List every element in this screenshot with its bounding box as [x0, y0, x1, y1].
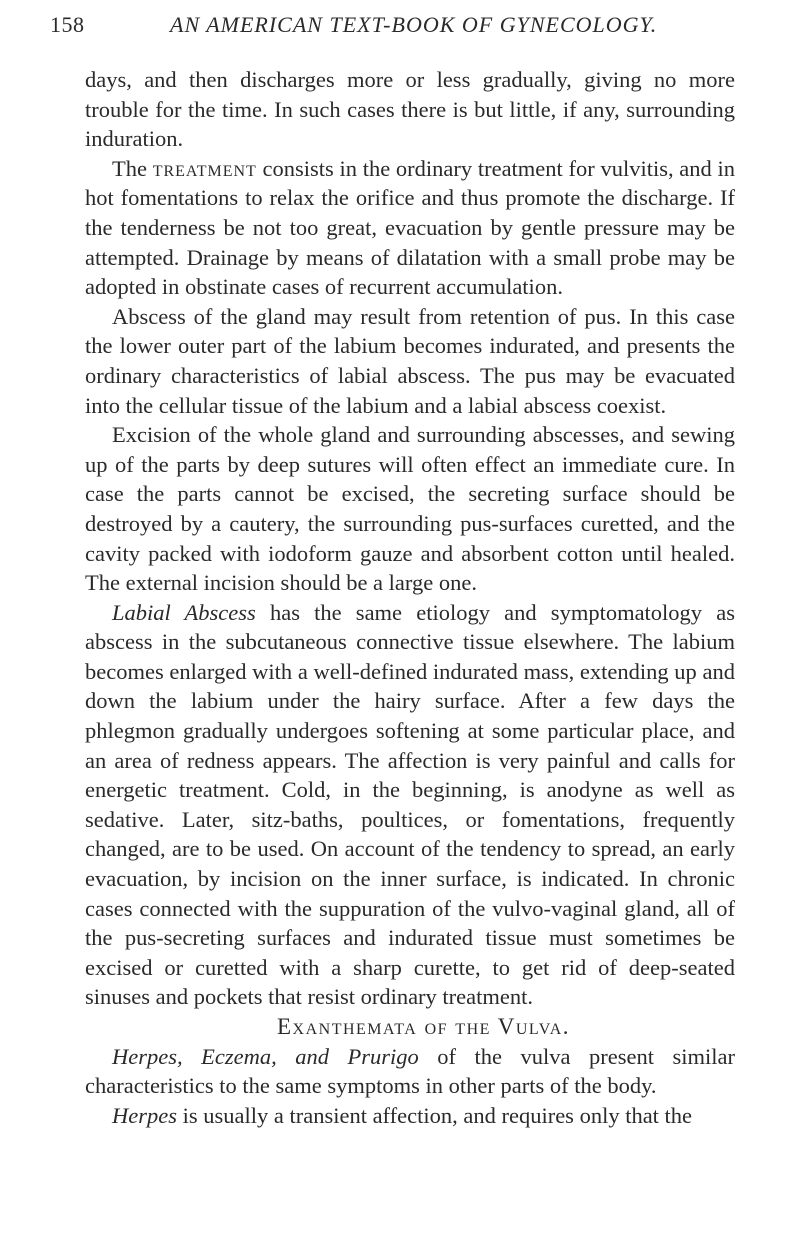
- paragraph-abscess-of-gland: [85, 302, 735, 420]
- paragraph-continuation: [85, 65, 735, 154]
- herpes-term: Herpes: [112, 1102, 177, 1128]
- page-number: 158: [50, 12, 85, 37]
- paragraph-text: consists in the ordinary treatment for vulvitis, and in hot fomentations to relax the orifice and thus promote the discharge. If the tenderness be not too great, evacuation by gentle pressure may be attempted. Drainage by means of dilatation with a small probe may be adopted in obstinate cases of recurrent accumulation.: [85, 155, 735, 300]
- paragraph-text: of the vulva present similar characteristics to the same symptoms in other parts of the body.: [85, 1043, 735, 1099]
- running-head: [50, 10, 750, 40]
- paragraph-text: Abscess of the gland may result from retention of pus. In this case the lower outer part of the labium becomes indurated, and presents the ordinary characteristics of labial abscess. The pus may be evacuated into the cellular tissue of the labium and a labial abscess coexist.: [85, 303, 735, 418]
- paragraph-herpes: [85, 1101, 735, 1131]
- section-heading: Exanthemata of the Vulva.: [276, 1014, 571, 1039]
- labial-abscess-term: Labial Abscess: [112, 599, 256, 625]
- paragraph-herpes-eczema-prurigo: [85, 1042, 735, 1101]
- paragraph-excision: [85, 420, 735, 598]
- exanthemata-terms: Herpes, Eczema, and Prurigo: [112, 1043, 419, 1069]
- paragraph-text: days, and then discharges more or less gradually, giving no more trouble for the time. In such cases there is but little, if any, surrounding induration.: [85, 67, 735, 152]
- treatment-term: treatment: [152, 155, 257, 181]
- paragraph-treatment: [85, 154, 735, 302]
- running-title: AN AMERICAN TEXT-BOOK OF GYNECOLOGY.: [170, 12, 658, 37]
- paragraph-text: Excision of the whole gland and surrounding abscesses, and sewing up of the parts by deep sutures will often effect an immediate cure. In case the parts cannot be excised, the secreting surface should be destroyed by a cautery, the surrounding pus-surfaces curetted, and the cavity packed with iodoform gauze and absorbent cotton until healed. The external incision should be a large one.: [85, 422, 735, 596]
- paragraph-text: has the same etiology and symptomatology as abscess in the subcutaneous connective tissue elsewhere. The labium becomes enlarged with a well-defined indurated mass, extending up and down the labium under the hairy surface. After a few days the phlegmon gradually undergoes softening at some particular place, and an area of redness appears. The affection is very painful and calls for energetic treatment. Cold, in the beginning, is anodyne as well as sedative. Later, sitz-baths, poultices, or fomentations, frequently changed, are to be used. On account of the tendency to spread, an early evacuation, by incision on the inner surface, is indicated. In chronic cases connected with the suppuration of the vulvo-vaginal gland, all of the pus-secreting surfaces and indurated tissue must sometimes be excised or curetted with a sharp curette, to get rid of deep-seated sinuses and pockets that resist ordinary treatment.: [85, 599, 735, 1010]
- paragraph-labial-abscess: [85, 598, 735, 1012]
- body-text: [85, 65, 735, 1130]
- paragraph-text: The: [112, 155, 153, 181]
- paragraph-text: is usually a transient affection, and requires only that the: [176, 1102, 693, 1128]
